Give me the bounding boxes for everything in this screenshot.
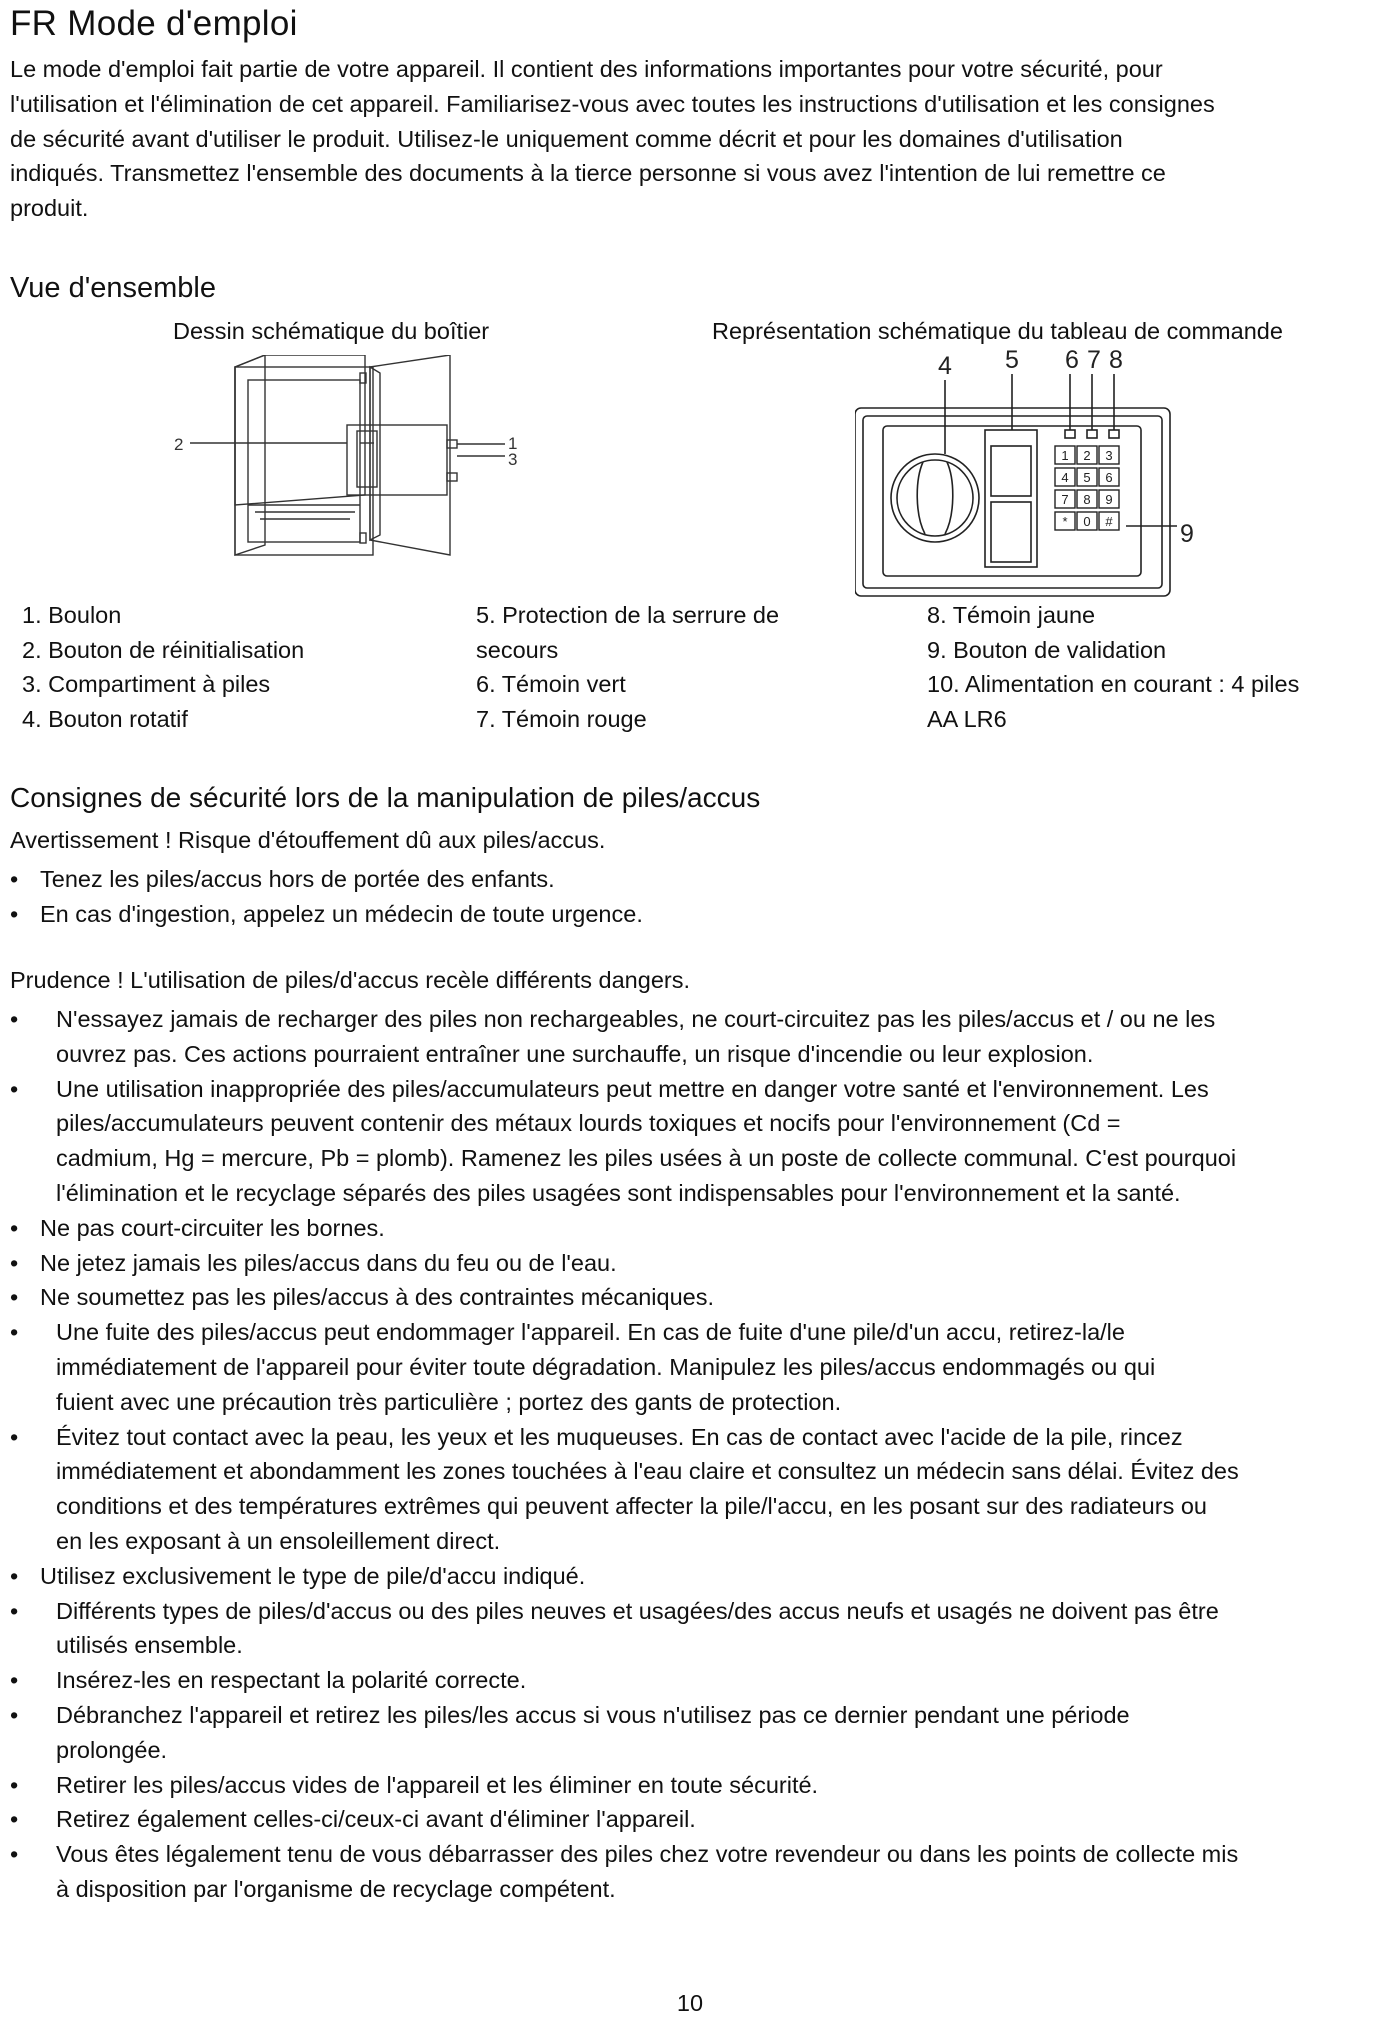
bullet-line: Ne pas court-circuiter les bornes. xyxy=(40,1214,385,1241)
bullet-item xyxy=(10,1837,1370,1907)
bullet-item xyxy=(10,1663,1370,1698)
bullet-line: prolongée. xyxy=(56,1736,168,1763)
keypad-key-label: 7 xyxy=(1061,492,1069,507)
legend-column-1 xyxy=(22,598,304,736)
rotary-knob xyxy=(891,454,979,542)
bullet-icon: • xyxy=(10,1423,19,1450)
bullet-item xyxy=(10,1280,1370,1315)
bullet-line: cadmium, Hg = mercure, Pb = plomb). Ramenez les piles usées à un poste de collecte communal. C'est pourquoi xyxy=(56,1145,1237,1172)
bullet-item xyxy=(10,897,1370,932)
panel-callout-9: 9 xyxy=(1180,520,1194,548)
keypad-key-label: 6 xyxy=(1105,470,1113,485)
legend-item: 6. Témoin vert xyxy=(476,671,626,697)
legend-item: 8. Témoin jaune xyxy=(927,602,1096,628)
bullet-item xyxy=(10,1559,1370,1594)
bullet-icon: • xyxy=(10,1214,19,1241)
bolt-top xyxy=(447,440,457,448)
bullet-line: Retirez également celles-ci/ceux-ci avant d'éliminer l'appareil. xyxy=(56,1806,696,1833)
bullet-item xyxy=(10,1698,1370,1768)
bullet-item xyxy=(10,1002,1370,1072)
warning-text: Avertissement ! Risque d'étouffement dû aux piles/accus. xyxy=(10,827,606,853)
bullet-text xyxy=(10,1663,1370,1698)
keypad-key-label: 4 xyxy=(1061,470,1069,485)
bullet-line: immédiatement de l'appareil pour éviter toute dégradation. Manipulez les piles/accus endommagés ou qui xyxy=(56,1353,1156,1380)
bullet-text xyxy=(10,1072,1370,1211)
bullet-line: Une fuite des piles/accus peut endommager l'appareil. En cas de fuite d'une pile/d'un accu, retirez-la/le xyxy=(56,1319,1125,1346)
bullet-line: Ne jetez jamais les piles/accus dans du feu ou de l'eau. xyxy=(40,1249,617,1276)
bullet-icon: • xyxy=(10,1667,19,1694)
keypad-key-label: 2 xyxy=(1083,448,1091,463)
bullet-text xyxy=(10,862,1370,897)
safety-heading: Consignes de sécurité lors de la manipulation de piles/accus xyxy=(10,782,761,813)
panel-callout-6: 6 xyxy=(1065,350,1079,374)
box-diagram-caption: Dessin schématique du boîtier xyxy=(173,318,490,344)
bullet-text xyxy=(10,1315,1370,1419)
bullet-text xyxy=(10,1594,1370,1664)
bullet-item xyxy=(10,1315,1370,1419)
keypad-key-label: 8 xyxy=(1083,492,1091,507)
bullet-line: à disposition par l'organisme de recyclage compétent. xyxy=(56,1875,616,1902)
bullet-icon: • xyxy=(10,900,19,927)
keypad-key-label: * xyxy=(1062,514,1068,529)
warning-bullet-list xyxy=(10,862,1370,932)
bullet-icon: • xyxy=(10,1771,19,1798)
caution-bullet-list xyxy=(10,1002,1370,1907)
bullet-line: Tenez les piles/accus hors de portée des enfants. xyxy=(40,866,555,892)
bullet-item xyxy=(10,1594,1370,1664)
led-yellow xyxy=(1109,430,1119,438)
lock-module xyxy=(347,425,447,495)
bullet-line: immédiatement et abondamment les zones touchées à l'eau claire et consultez un médecin sans délai. Évitez des xyxy=(56,1458,1239,1485)
box-door xyxy=(370,355,450,555)
overview-heading: Vue d'ensemble xyxy=(10,272,216,304)
legend-item: 3. Compartiment à piles xyxy=(22,671,271,697)
bullet-line: piles/accumulateurs peuvent contenir des métaux lourds toxiques et nocifs pour l'environnement (Cd = xyxy=(56,1110,1121,1137)
safe-box-diagram xyxy=(160,355,560,565)
bolt-bottom xyxy=(447,473,457,481)
legend-item: 2. Bouton de réinitialisation xyxy=(22,636,305,663)
bullet-icon: • xyxy=(10,1841,19,1868)
bullet-item xyxy=(10,1246,1370,1281)
bullet-line: ouvrez pas. Ces actions pourraient entraîner une surchauffe, un risque d'incendie ou leur explosion. xyxy=(56,1040,1094,1067)
intro-line: indiqués. Transmettez l'ensemble des documents à la tierce personne si vous avez l'intention de lui remettre ce xyxy=(10,160,1166,187)
bullet-line: Différents types de piles/d'accus ou des piles neuves et usagées/des accus neufs et usagés ne doivent pas être xyxy=(56,1597,1219,1624)
bullet-icon: • xyxy=(10,1006,19,1032)
bullet-line: Retirer les piles/accus vides de l'appareil et les éliminer en toute sécurité. xyxy=(56,1771,819,1798)
box-callout-3: 3 xyxy=(508,450,518,469)
bullet-text xyxy=(10,1768,1370,1803)
intro-line: l'utilisation et l'élimination de cet appareil. Familiarisez-vous avec toutes les instructions d'utilisation et les consignes xyxy=(10,90,1215,117)
panel-callout-7: 7 xyxy=(1087,350,1101,374)
bullet-line: Une utilisation inappropriée des piles/accumulateurs peut mettre en danger votre santé et l'environnement. Les xyxy=(56,1075,1209,1102)
keypad-key-label: 5 xyxy=(1083,470,1091,485)
bullet-text xyxy=(10,1246,1370,1281)
bullet-item xyxy=(10,862,1370,897)
legend-item: 5. Protection de la serrure de xyxy=(476,602,780,628)
bullet-text xyxy=(10,1698,1370,1768)
bullet-icon: • xyxy=(10,1319,19,1346)
bullet-item xyxy=(10,1211,1370,1246)
bullet-icon: • xyxy=(10,1806,19,1833)
bullet-text xyxy=(10,1002,1370,1072)
bullet-item xyxy=(10,1768,1370,1803)
emergency-lock-cover xyxy=(985,430,1037,567)
bullet-line: utilisés ensemble. xyxy=(56,1632,243,1659)
legend-item: secours xyxy=(476,636,559,663)
box-callout-2: 2 xyxy=(174,435,184,454)
keypad-key-label: 0 xyxy=(1083,514,1091,529)
box-body xyxy=(235,355,365,505)
panel-callout-8: 8 xyxy=(1109,350,1123,374)
legend-item: 1. Boulon xyxy=(22,602,122,628)
page-number: 10 xyxy=(676,1990,704,2016)
keypad-key-label: # xyxy=(1105,514,1113,529)
panel-callout-5: 5 xyxy=(1005,350,1019,374)
bullet-item xyxy=(10,1072,1370,1211)
bullet-line: conditions et des températures extrêmes qui peuvent affecter la pile/l'accu, en les posant sur des radiateurs ou xyxy=(56,1493,1207,1520)
bullet-line: Utilisez exclusivement le type de pile/d'accu indiqué. xyxy=(40,1562,586,1589)
bullet-line: l'élimination et le recyclage séparés des piles usagées sont indispensables pour l'environnement et la santé. xyxy=(56,1179,1181,1206)
bullet-icon: • xyxy=(10,1284,19,1311)
bullet-text xyxy=(10,1559,1370,1594)
intro-line: produit. xyxy=(10,195,89,222)
legend-column-3 xyxy=(927,598,1299,736)
keypad xyxy=(1055,446,1119,530)
bullet-icon: • xyxy=(10,1249,19,1276)
bullet-text xyxy=(10,897,1370,932)
bullet-text xyxy=(10,1211,1370,1246)
bullet-line: Débranchez l'appareil et retirez les piles/les accus si vous n'utilisez pas ce dernier pendant une période xyxy=(56,1701,1130,1728)
bullet-icon: • xyxy=(10,1075,19,1102)
bullet-icon: • xyxy=(10,866,19,892)
bullet-line: en les exposant à un ensoleillement direct. xyxy=(56,1527,501,1554)
bullet-icon: • xyxy=(10,1597,19,1624)
bullet-line: Insérez-les en respectant la polarité correcte. xyxy=(56,1667,527,1694)
panel-callout-4: 4 xyxy=(938,352,952,380)
intro-paragraph xyxy=(10,52,1370,226)
bullet-line: N'essayez jamais de recharger des piles non rechargeables, ne court-circuitez pas les piles/accus et / ou ne les xyxy=(56,1006,1216,1032)
intro-line: de sécurité avant d'utiliser le produit. Utilisez-le uniquement comme décrit et pour les domaines d'utilisation xyxy=(10,125,1123,152)
led-green xyxy=(1065,430,1075,438)
keypad-key-label: 3 xyxy=(1105,448,1113,463)
legend-item: AA LR6 xyxy=(927,705,1007,732)
keypad-key-label: 1 xyxy=(1061,448,1069,463)
bullet-item xyxy=(10,1420,1370,1559)
page-title: FR Mode d'emploi xyxy=(10,4,298,43)
bullet-text xyxy=(10,1837,1370,1907)
bullet-icon: • xyxy=(10,1701,19,1728)
bullet-line: Vous êtes légalement tenu de vous débarrasser des piles chez votre revendeur ou dans les points de collecte mis xyxy=(56,1841,1239,1868)
led-red xyxy=(1087,430,1097,438)
bullet-text xyxy=(10,1802,1370,1837)
bullet-line: Évitez tout contact avec la peau, les yeux et les muqueuses. En cas de contact avec l'acide de la pile, rincez xyxy=(56,1423,1183,1450)
intro-line: Le mode d'emploi fait partie de votre appareil. Il contient des informations importantes pour votre sécurité, pour xyxy=(10,56,1163,82)
legend-item: 7. Témoin rouge xyxy=(476,705,647,732)
legend-item: 10. Alimentation en courant : 4 piles xyxy=(927,671,1300,697)
bullet-line: Ne soumettez pas les piles/accus à des contraintes mécaniques. xyxy=(40,1284,715,1311)
bullet-item xyxy=(10,1802,1370,1837)
control-panel-diagram xyxy=(855,350,1315,600)
legend-item: 9. Bouton de validation xyxy=(927,636,1167,663)
bullet-icon: • xyxy=(10,1562,19,1589)
legend-item: 4. Bouton rotatif xyxy=(22,705,188,732)
keypad-key-label: 9 xyxy=(1105,492,1113,507)
caution-text: Prudence ! L'utilisation de piles/d'accus recèle différents dangers. xyxy=(10,967,690,993)
panel-diagram-caption: Représentation schématique du tableau de commande xyxy=(712,318,1283,344)
bullet-line: fuient avec une précaution très particulière ; portez des gants de protection. xyxy=(56,1388,842,1415)
legend-column-2 xyxy=(476,598,779,736)
box-callout-1: 1 xyxy=(508,434,518,453)
bullet-text xyxy=(10,1280,1370,1315)
bullet-text xyxy=(10,1420,1370,1559)
bullet-line: En cas d'ingestion, appelez un médecin de toute urgence. xyxy=(40,900,643,927)
